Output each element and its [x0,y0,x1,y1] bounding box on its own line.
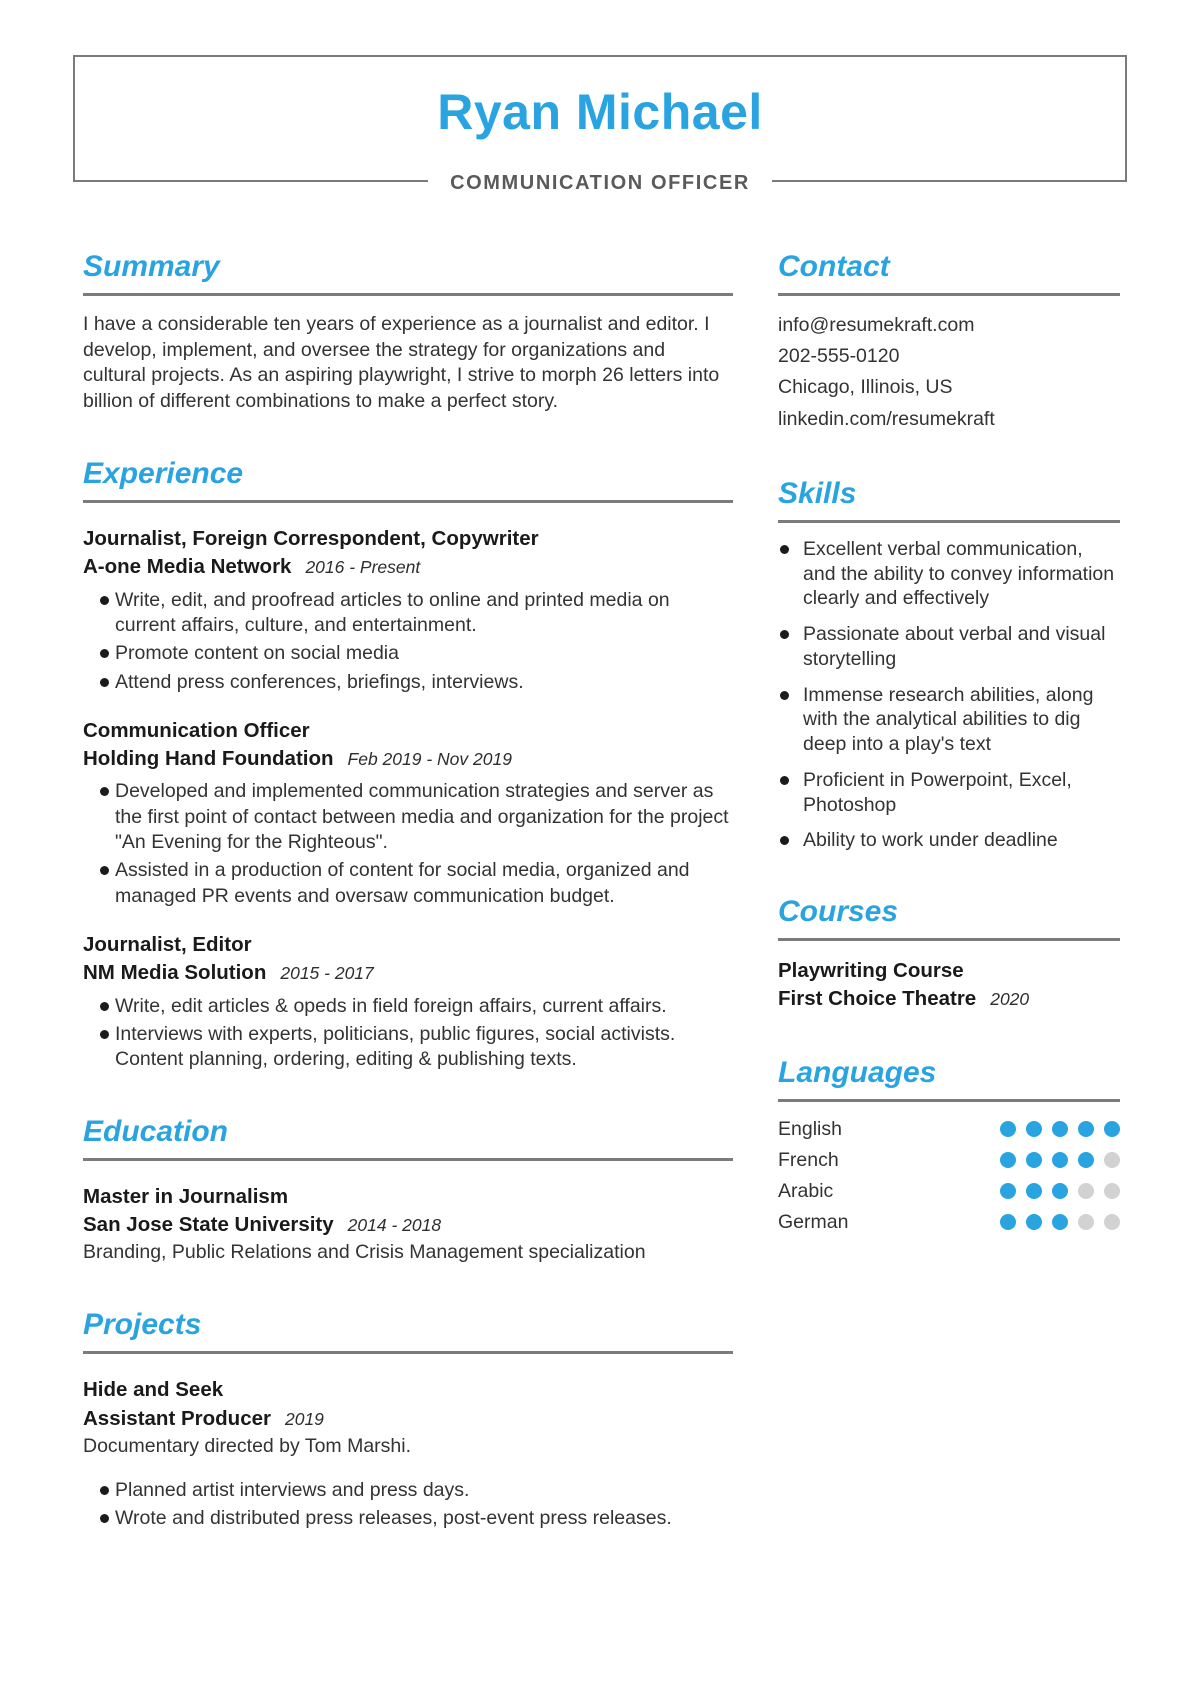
level-dot-filled [1026,1214,1042,1230]
section-divider [778,1099,1120,1102]
header [73,55,1127,194]
job-bullet: Developed and implemented communication strategies and server as the first point of contact between media and organization for the project "An Evening for the Righteous". [83,779,733,855]
language-level-dots [990,1214,1120,1230]
section-experience [83,457,733,1073]
education-dates: 2014 - 2018 [347,1215,442,1236]
section-divider [83,293,733,296]
project-entry [83,1376,733,1531]
section-skills [778,477,1120,853]
candidate-job-title: COMMUNICATION OFFICER [428,172,772,195]
contact-email: info@resumekraft.com [778,314,975,336]
right-column [778,250,1120,1534]
job-bullet: Attend press conferences, briefings, interviews. [83,670,733,695]
language-row [778,1114,1120,1145]
contact-location: Chicago, Illinois, US [778,376,953,399]
level-dot-empty [1078,1214,1094,1230]
skills-list [778,537,1120,853]
candidate-name: Ryan Michael [437,84,763,140]
education-school-line [83,1211,733,1239]
projects-heading: Projects [83,1308,202,1342]
job-dates: 2016 - Present [305,557,421,578]
project-note: Documentary directed by Tom Marshi. [83,1434,412,1457]
contact-heading: Contact [778,250,890,283]
project-role: Assistant Producer [83,1406,271,1430]
level-dot-filled [1026,1121,1042,1137]
job-company: Holding Hand Foundation [83,747,334,771]
section-languages [778,1056,1120,1238]
content-columns [0,250,1200,1534]
level-dot-empty [1104,1152,1120,1168]
level-dot-filled [1052,1152,1068,1168]
project-bullet: Planned artist interviews and press days. [83,1478,733,1503]
job-entry [83,525,733,695]
skill-item: Immense research abilities, along with the analytical abilities to dig deep into a play's text [778,683,1120,757]
skill-item: Ability to work under deadline [778,828,1120,853]
level-dot-filled [1052,1214,1068,1230]
project-role-line [83,1405,733,1433]
job-title: Communication Officer [83,718,310,742]
course-dates: 2020 [990,989,1030,1010]
education-degree: Master in Journalism [83,1184,289,1208]
left-column [83,250,733,1534]
job-bullet: Write, edit articles & opeds in field foreign affairs, current affairs. [83,994,733,1019]
skill-item: Proficient in Powerpoint, Excel, Photoshop [778,768,1120,818]
job-title-wrap [75,172,1125,195]
job-bullet-list [83,779,733,909]
job-bullet: Write, edit, and proofread articles to online and printed media on current affairs, culture, and entertainment. [83,588,733,639]
level-dot-filled [1078,1121,1094,1137]
language-name: French [778,1148,839,1171]
contact-phone: 202-555-0120 [778,345,900,368]
job-company: NM Media Solution [83,961,267,985]
job-bullet: Assisted in a production of content for social media, organized and managed PR events and oversaw communication budget. [83,858,733,909]
job-company-line [83,553,733,581]
section-divider [83,1158,733,1161]
job-bullet-list [83,994,733,1073]
section-divider [83,1351,733,1354]
job-company-line [83,745,733,773]
job-bullet-list [83,588,733,695]
project-bullet-list [83,1478,733,1532]
job-dates: 2015 - 2017 [280,963,374,984]
skills-heading: Skills [778,476,857,510]
education-heading: Education [83,1114,229,1148]
job-entry [83,717,733,909]
skill-item: Excellent verbal communication, and the ability to convey information clearly and effectively [778,537,1120,611]
job-title: Journalist, Editor [83,933,252,957]
section-divider [778,938,1120,941]
section-divider [83,500,733,503]
section-divider [778,293,1120,296]
level-dot-filled [1000,1152,1016,1168]
language-row [778,1176,1120,1207]
level-dot-filled [1000,1214,1016,1230]
level-dot-filled [1104,1121,1120,1137]
project-name: Hide and Seek [83,1378,224,1402]
course-name: Playwriting Course [778,959,964,982]
education-entry [83,1183,733,1266]
job-entry [83,931,733,1073]
summary-text: I have a considerable ten years of experience as a journalist and editor. I develop, implement, and oversee the strategy for organizations and cultural projects. As an aspiring playwright, I strive to morph 26 letters into billion of different combinations to make a perfect story. [83,313,720,413]
job-bullet: Promote content on social media [83,641,733,666]
level-dot-empty [1078,1183,1094,1199]
section-projects [83,1308,733,1531]
contact-linkedin: linkedin.com/resumekraft [778,407,995,430]
level-dot-filled [1026,1152,1042,1168]
summary-heading: Summary [83,250,220,283]
job-company: A-one Media Network [83,555,292,579]
language-level-dots [990,1183,1120,1199]
language-row [778,1207,1120,1238]
language-name: German [778,1210,849,1233]
level-dot-filled [1000,1121,1016,1137]
level-dot-filled [1078,1152,1094,1168]
job-company-line [83,959,733,987]
level-dot-filled [1026,1183,1042,1199]
language-name: Arabic [778,1179,834,1202]
contact-list [778,310,1120,435]
section-contact [778,250,1120,435]
level-dot-empty [1104,1183,1120,1199]
languages-list [778,1114,1120,1238]
section-summary [83,250,733,415]
level-dot-filled [1000,1183,1016,1199]
skill-item: Passionate about verbal and visual storytelling [778,622,1120,672]
language-level-dots [990,1121,1120,1137]
job-bullet: Interviews with experts, politicians, public figures, social activists. Content planning, ordering, editing & publishing texts. [83,1022,733,1073]
course-org-line [778,985,1120,1013]
level-dot-filled [1052,1121,1068,1137]
section-divider [778,520,1120,523]
education-note: Branding, Public Relations and Crisis Management specialization [83,1241,646,1264]
job-dates: Feb 2019 - Nov 2019 [347,749,512,770]
experience-heading: Experience [83,456,244,490]
project-dates: 2019 [284,1408,324,1429]
course-entry [778,957,1120,1014]
job-title: Journalist, Foreign Correspondent, Copywriter [83,526,539,550]
project-bullet: Wrote and distributed press releases, post-event press releases. [83,1506,733,1531]
course-org: First Choice Theatre [778,987,977,1011]
language-level-dots [990,1152,1120,1168]
language-name: English [778,1117,842,1140]
level-dot-filled [1052,1183,1068,1199]
level-dot-empty [1104,1214,1120,1230]
section-education [83,1115,733,1266]
language-row [778,1145,1120,1176]
courses-heading: Courses [778,895,899,928]
languages-heading: Languages [778,1055,937,1089]
section-courses [778,895,1120,1014]
education-school: San Jose State University [83,1213,334,1237]
